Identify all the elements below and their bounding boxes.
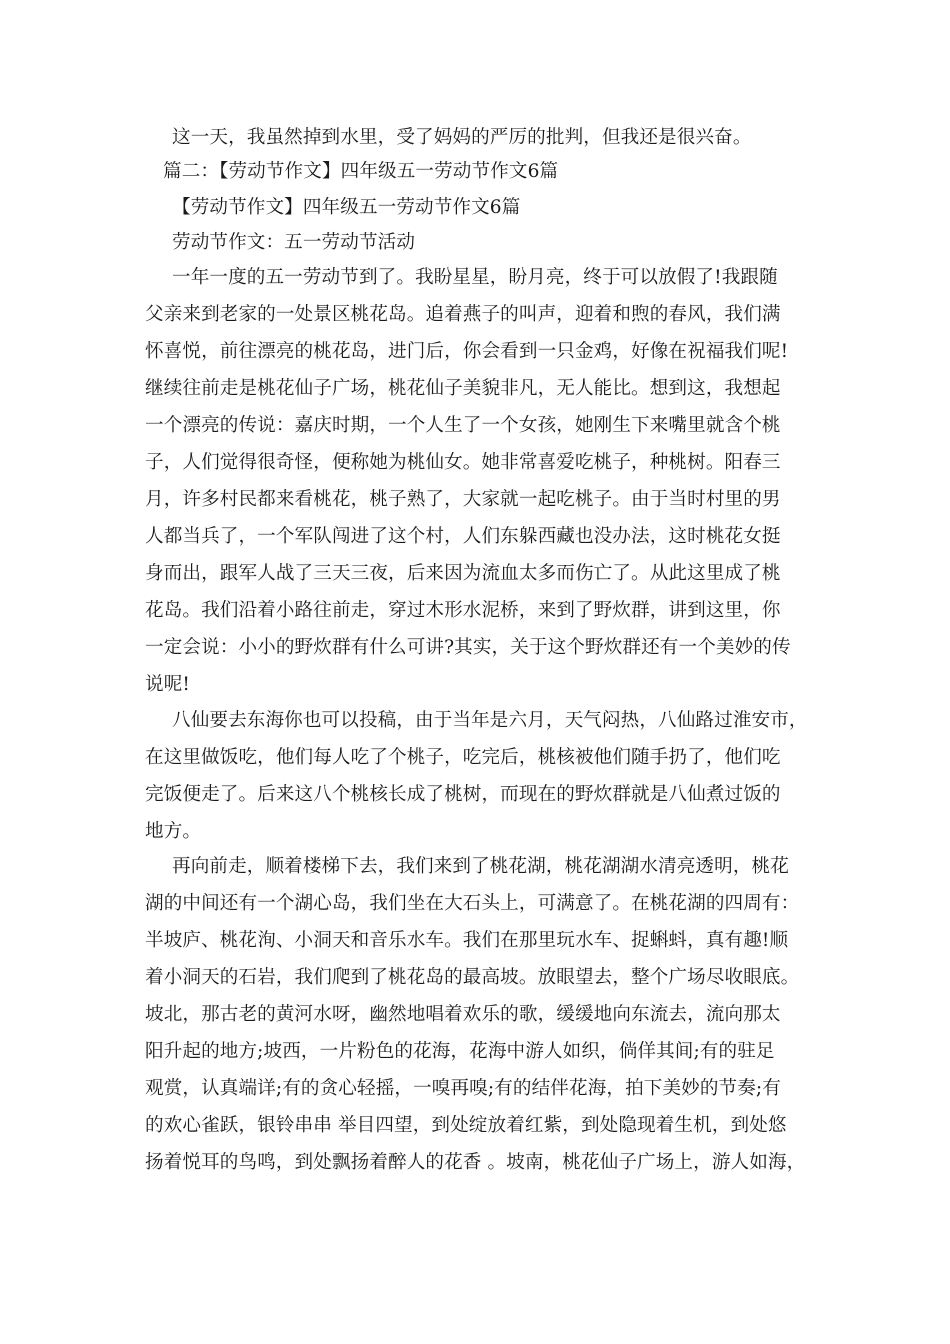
text-line: 一定会说：小小的野炊群有什么可讲?其实，关于这个野炊群还有一个美妙的传	[145, 637, 791, 658]
text-line: 湖的中间还有一个湖心岛，我们坐在大石头上，可满意了。在桃花湖的四周有：	[145, 893, 800, 914]
text-line: 坡北，那古老的黄河水呀，幽然地唱着欢乐的歌，缓缓地向东流去，流向那太	[145, 1004, 781, 1025]
text-line: 这一天，我虽然掉到水里，受了妈妈的严厉的批判，但我还是很兴奋。	[172, 127, 752, 148]
article-subtitle: 劳动节作文：五一劳动节活动	[172, 232, 416, 253]
text-line: 扬着悦耳的鸟鸣，到处飘扬着醉人的花香 。坡南，桃花仙子广场上，游人如海，	[145, 1152, 806, 1173]
text-line: 人都当兵了，一个军队闯进了这个村，人们东躲西藏也没办法，这时桃花女挺	[145, 526, 781, 547]
text-line: 说呢!	[145, 674, 190, 695]
text-line: 继续往前走是桃花仙子广场，桃花仙子美貌非凡，无人能比。想到这，我想起	[145, 378, 781, 399]
text-line: 着小洞天的石岩，我们爬到了桃花岛的最高坡。放眼望去，整个广场尽收眼底。	[145, 967, 800, 988]
text-line: 一年一度的五一劳动节到了。我盼星星，盼月亮，终于可以放假了!我跟随	[172, 267, 778, 288]
text-line: 月，许多村民都来看桃花，桃子熟了，大家就一起吃桃子。由于当时村里的男	[145, 489, 781, 510]
text-line: 花岛。我们沿着小路往前走，穿过木形水泥桥，来到了野炊群，讲到这里，你	[145, 600, 781, 621]
article-title: 【劳动节作文】四年级五一劳动节作文6篇	[172, 197, 521, 218]
text-line: 一个漂亮的传说：嘉庆时期，一个人生了一个女孩，她刚生下来嘴里就含个桃	[145, 415, 781, 436]
text-line: 阳升起的地方;坡西，一片粉色的花海，花海中游人如织，倘佯其间;有的驻足	[145, 1041, 775, 1062]
text-line: 的欢心雀跃，银铃串串 举目四望，到处绽放着红紫，到处隐现着生机，到处悠	[145, 1115, 787, 1136]
text-line: 八仙要去东海你也可以投稿，由于当年是六月，天气闷热，八仙路过淮安市，	[172, 710, 808, 731]
text-line: 身而出，跟军人战了三天三夜，后来因为流血太多而伤亡了。从此这里成了桃	[145, 563, 781, 584]
text-line: 地方。	[145, 821, 202, 842]
section-heading: 篇二：【劳动节作文】四年级五一劳动节作文6篇	[163, 161, 559, 182]
text-line: 半坡庐、桃花洵、小洞天和音乐水车。我们在那里玩水车、捉蝌蚪，真有趣!顺	[145, 930, 789, 951]
text-line: 父亲来到老家的一处景区桃花岛。追着燕子的叫声，迎着和煦的春风，我们满	[145, 304, 781, 325]
text-line: 再向前走，顺着楼梯下去，我们来到了桃花湖，桃花湖湖水清亮透明，桃花	[172, 856, 789, 877]
text-line: 完饭便走了。后来这八个桃核长成了桃树，而现在的野炊群就是八仙煮过饭的	[145, 784, 781, 805]
text-line: 怀喜悦，前往漂亮的桃花岛，进门后，你会看到一只金鸡，好像在祝福我们呢!	[145, 341, 789, 362]
text-line: 观赏，认真端详;有的贪心轻摇，一嗅再嗅;有的结伴花海，拍下美妙的节奏;有	[145, 1078, 781, 1099]
text-line: 子，人们觉得很奇怪，便称她为桃仙女。她非常喜爱吃桃子，种桃树。阳春三	[145, 452, 781, 473]
text-line: 在这里做饭吃，他们每人吃了个桃子，吃完后，桃核被他们随手扔了，他们吃	[145, 747, 781, 768]
